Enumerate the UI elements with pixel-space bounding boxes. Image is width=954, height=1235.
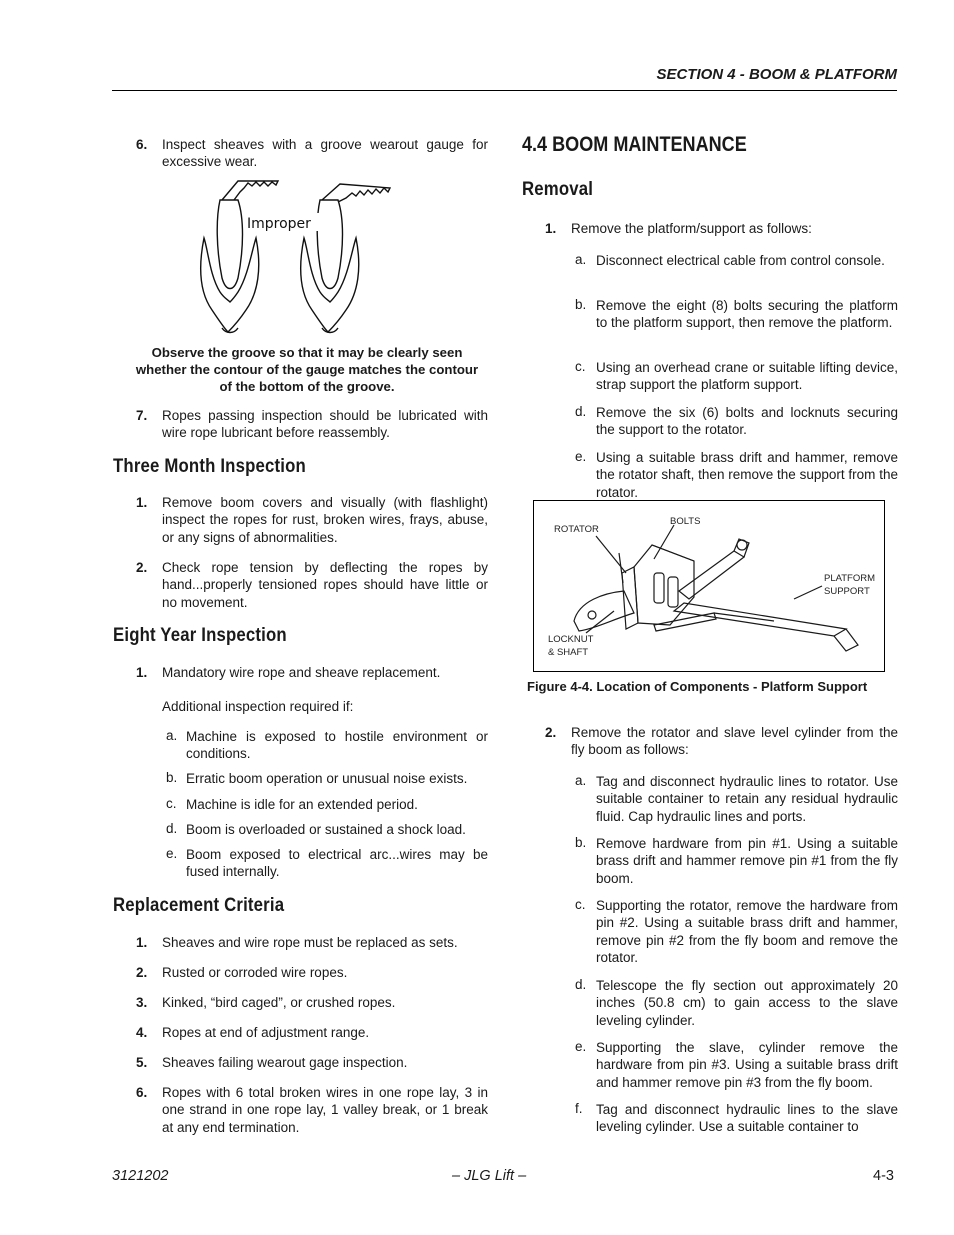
item-number: 5. [136, 1055, 148, 1070]
sub-item-letter: f. [575, 1101, 583, 1116]
support-label: SUPPORT [824, 586, 870, 597]
platform-support-drawing [534, 501, 884, 671]
criteria-item: Kinked, “bird caged”, or crushed ropes. [162, 995, 396, 1010]
sub-step: Using a suitable brass drift and hammer, remove the rotator shaft, then remove the support from the rotator. [596, 450, 898, 500]
additional-inspection-note: Additional inspection required if: [162, 699, 354, 714]
sub-item-letter: c. [575, 897, 586, 912]
locknut-label: LOCKNUT [548, 634, 594, 645]
inspection-step: Remove boom covers and visually (with flashlight) inspect the ropes for rust, broken wires, frays, abuse, or any signs of abnormalities. [162, 495, 488, 545]
page-number: 4-3 [873, 1168, 894, 1184]
sub-step: Remove the eight (8) bolts securing the platform to the platform support, then remove the platform. [596, 298, 898, 331]
criteria-item: Ropes at end of adjustment range. [162, 1025, 370, 1040]
item-number: 1. [136, 665, 148, 680]
sub-item-letter: a. [575, 773, 587, 788]
criteria-item: Ropes with 6 total broken wires in one rope lay, 3 in one strand in one rope lay, 1 valley break, or 1 break at any end termination. [162, 1085, 488, 1135]
sub-item-letter: b. [575, 835, 587, 850]
section-heading: 4.4 BOOM MAINTENANCE [522, 133, 747, 156]
document-number: 3121202 [112, 1168, 169, 1184]
sub-item-letter: b. [575, 297, 587, 312]
sub-item: Erratic boom operation or unusual noise exists. [186, 771, 468, 786]
sub-item-letter: d. [166, 821, 178, 836]
sub-item-letter: e. [166, 846, 178, 861]
sub-item-letter: d. [575, 977, 587, 992]
procedure-step: Remove the platform/support as follows: [571, 221, 812, 236]
sub-item-letter: a. [575, 252, 587, 267]
item-number: 6. [136, 1085, 148, 1100]
item-number: 2. [136, 560, 148, 575]
inspection-step: Ropes passing inspection should be lubricated with wire rope lubricant before reassembly. [162, 408, 488, 441]
improper-label: Improper [247, 216, 311, 232]
item-number: 7. [136, 408, 148, 423]
procedure-step: Remove the rotator and slave level cylinder from the fly boom as follows: [571, 725, 898, 758]
figure-caption: Figure 4-4. Location of Components - Platform Support [527, 679, 868, 694]
sub-step: Supporting the rotator, remove the hardware from pin #2. Using a suitable brass drift and hammer, remove pin #2 from the fly boom and remove the rotator. [596, 898, 898, 965]
item-number: 4. [136, 1025, 148, 1040]
eight-year-heading: Eight Year Inspection [113, 624, 287, 646]
sub-step: Remove the six (6) bolts and locknuts securing the support to the rotator. [596, 405, 898, 438]
criteria-item: Rusted or corroded wire ropes. [162, 965, 348, 980]
criteria-item: Sheaves and wire rope must be replaced as sets. [162, 935, 458, 950]
sub-step: Remove hardware from pin #1. Using a suitable brass drift and hammer remove pin #1 from the fly boom. [596, 836, 898, 886]
sub-step: Tag and disconnect hydraulic lines to rotator. Use suitable container to retain any residual hydraulic fluid. Cap hydraulic lines and ports. [596, 774, 898, 824]
groove-gauge-figure [190, 178, 405, 336]
sub-item: Boom is overloaded or sustained a shock load. [186, 822, 466, 837]
sub-step: Supporting the slave, cylinder remove the hardware from pin #3. Using a suitable brass drift and hammer remove pin #3 from the fly boom. [596, 1040, 898, 1090]
sub-step: Disconnect electrical cable from control console. [596, 253, 885, 268]
sub-item: Boom exposed to electrical arc...wires may be fused internally. [186, 847, 488, 880]
sub-item-letter: a. [166, 728, 178, 743]
sub-step: Telescope the fly section out approximately 20 inches (50.8 cm) to gain access to the slave leveling cylinder. [596, 978, 898, 1028]
item-number: 6. [136, 137, 148, 152]
sub-item-letter: e. [575, 449, 587, 464]
sub-item-letter: c. [166, 796, 177, 811]
sub-item: Machine is idle for an extended period. [186, 797, 418, 812]
sub-item-letter: d. [575, 404, 587, 419]
sub-item: Machine is exposed to hostile environment or conditions. [186, 729, 488, 762]
section-title: SECTION 4 - BOOM & PLATFORM [656, 66, 897, 83]
item-number: 3. [136, 995, 148, 1010]
shaft-label: & SHAFT [548, 647, 589, 658]
item-number: 2. [136, 965, 148, 980]
sub-item-letter: c. [575, 359, 586, 374]
inspection-step: Check rope tension by deflecting the ropes by hand...properly tensioned ropes should have little or no movement. [162, 560, 488, 610]
sub-item-letter: b. [166, 770, 178, 785]
item-number: 1. [545, 221, 557, 236]
removal-heading: Removal [522, 178, 594, 200]
platform-support-figure [533, 500, 885, 672]
platform-label: PLATFORM [824, 573, 876, 584]
sub-step: Using an overhead crane or suitable lifting device, strap support the platform support. [596, 360, 898, 393]
sub-item-letter: e. [575, 1039, 587, 1054]
bolts-label: BOLTS [670, 516, 701, 527]
item-number: 2. [545, 725, 557, 740]
three-month-heading: Three Month Inspection [113, 455, 306, 477]
criteria-item: Sheaves failing wearout gage inspection. [162, 1055, 408, 1070]
inspection-step: Mandatory wire rope and sheave replacement. [162, 665, 441, 680]
footer-brand: – JLG Lift – [452, 1168, 527, 1184]
page-header [112, 64, 897, 91]
replacement-criteria-heading: Replacement Criteria [113, 894, 285, 916]
rotator-label: ROTATOR [554, 524, 599, 535]
gauge-caption: Observe the groove so that it may be clearly seen whether the contour of the gauge matches the contour of the bottom of the groove. [135, 345, 479, 394]
inspection-step: Inspect sheaves with a groove wearout gauge for excessive wear. [162, 137, 488, 170]
item-number: 1. [136, 495, 148, 510]
sub-step: Tag and disconnect hydraulic lines to the slave leveling cylinder. Use a suitable container to [596, 1102, 898, 1135]
item-number: 1. [136, 935, 148, 950]
